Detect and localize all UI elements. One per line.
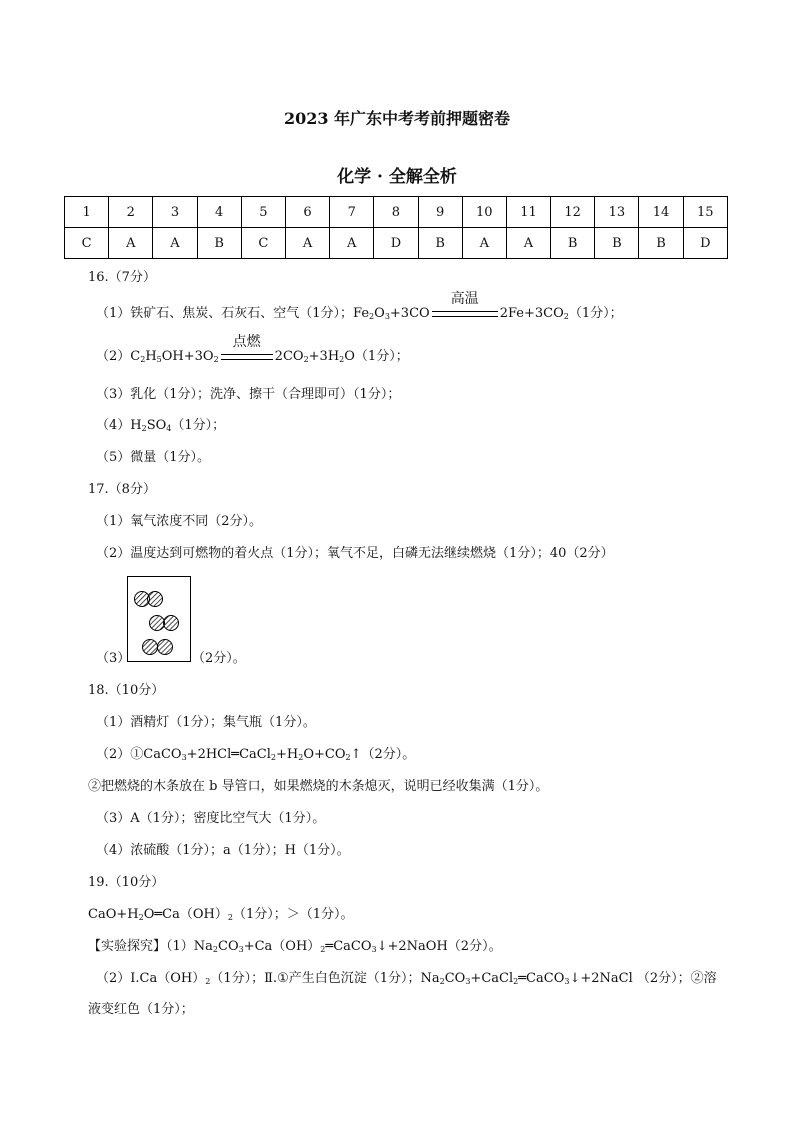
- q16-part5: （5）微量（1分）。: [96, 450, 211, 465]
- answer-cell: A: [506, 228, 550, 259]
- answer-cell: A: [462, 228, 506, 259]
- answer-cell: D: [374, 228, 418, 259]
- particle-diagram: [128, 577, 190, 661]
- q18-heading: 18.（10分）: [88, 683, 165, 698]
- q16-part3: （3）乳化（1分）；洗净、擦干（合理即可）（1分）；: [96, 387, 401, 402]
- question-number-cell: 15: [683, 197, 727, 228]
- page-subtitle: 化学 · 全解全析: [337, 167, 457, 187]
- question-number-cell: 8: [374, 197, 418, 228]
- q19-line1: $CaO+H_2O═Ca(OH)_2(1$分）；＞（1分）。: [88, 907, 354, 922]
- q16-heading: 16.（7分）: [88, 270, 156, 285]
- answer-cell: B: [197, 228, 241, 259]
- molecule-pair-top: [135, 592, 163, 607]
- q18-part2-note: ②把燃烧的木条放在 b 导管口，如果燃烧的木条熄灭，说明已经收集满（1分）。: [88, 779, 549, 794]
- answer-table-number-row: [65, 197, 728, 228]
- answer-cell: D: [683, 228, 727, 259]
- answer-table-answer-row: [65, 228, 728, 259]
- molecule-pair-middle: [150, 616, 179, 631]
- question-number-cell: 5: [241, 197, 285, 228]
- q18-part2: $(2)①CaCO_3+2HCl═CaCl_2+H_2O+CO_2↑(2$分）。: [96, 747, 416, 762]
- answer-cell: A: [285, 228, 329, 259]
- question-number-cell: 6: [285, 197, 329, 228]
- answer-cell: B: [551, 228, 595, 259]
- q17-part1: （1）氧气浓度不同（2分）。: [96, 514, 263, 529]
- q18-part4: （4）浓硫酸（1分）；a（1分）；H（1分）。: [96, 843, 350, 858]
- molecule-pair-bottom: [143, 640, 173, 655]
- answer-cell: B: [418, 228, 462, 259]
- question-number-cell: 12: [551, 197, 595, 228]
- question-number-cell: 3: [153, 197, 197, 228]
- q17-part2: （2）温度达到可燃物的着火点（1分）；氧气不足，白磷无法继续燃烧（1分）；40（2分）: [96, 546, 614, 561]
- question-number-cell: 10: [462, 197, 506, 228]
- question-number-cell: 1: [65, 197, 109, 228]
- q16-part2: $(2)C_2H_5OH+3O_2$ 点燃 $2CO_2+3H_2O(1$分）；: [96, 334, 409, 364]
- reaction-condition-ignite: 点燃: [219, 348, 275, 366]
- q16-part4: $(4)H_2SO_4(1$分）；: [96, 418, 226, 433]
- q19-experiment-2: $(2)Ⅰ.Ca(OH)_2(1$分）；Ⅱ.①产生白色沉淀（1分）；$Na_2CO_3+CaCl_2═CaCO_3↓+2NaCl$ （2分）；②溶: [96, 971, 717, 986]
- q19-heading: 19.（10分）: [88, 875, 165, 890]
- answer-cell: B: [595, 228, 639, 259]
- q17-part3-score: （2分）。: [192, 651, 246, 666]
- question-number-cell: 4: [197, 197, 241, 228]
- question-number-cell: 7: [330, 197, 374, 228]
- q19-experiment-1: 【实验探究】$(1)Na_2CO_3+Ca(OH)_2═CaCO_3↓+2NaOH(2$分）。: [88, 939, 502, 954]
- answer-cell: B: [639, 228, 683, 259]
- question-number-cell: 11: [506, 197, 550, 228]
- answer-cell: A: [330, 228, 374, 259]
- answer-cell: A: [109, 228, 153, 259]
- question-number-cell: 2: [109, 197, 153, 228]
- question-number-cell: 13: [595, 197, 639, 228]
- answer-table: [64, 196, 728, 259]
- q17-part3-prefix: （3）: [96, 651, 131, 666]
- answer-cell: C: [65, 228, 109, 259]
- particle-diagram-box: [127, 576, 191, 662]
- q16-part1: （1）铁矿石、焦炭、石灰石、空气（1分）；$Fe_2O_3+3CO$ 高温 $2Fe+3CO_2(1$分）；: [96, 291, 623, 321]
- page-title: 2023 年广东中考考前押题密卷: [283, 109, 511, 128]
- q19-experiment-2-cont: 液变红色（1分）；: [88, 1002, 194, 1017]
- answer-cell: C: [241, 228, 285, 259]
- reaction-condition-high-temp: 高温: [430, 305, 500, 323]
- q17-heading: 17.（8分）: [88, 482, 156, 497]
- q18-part1: （1）酒精灯（1分）；集气瓶（1分）。: [96, 715, 316, 730]
- answer-cell: A: [153, 228, 197, 259]
- question-number-cell: 9: [418, 197, 462, 228]
- q18-part3: （3）A（1分）；密度比空气大（1分）。: [96, 811, 326, 826]
- question-number-cell: 14: [639, 197, 683, 228]
